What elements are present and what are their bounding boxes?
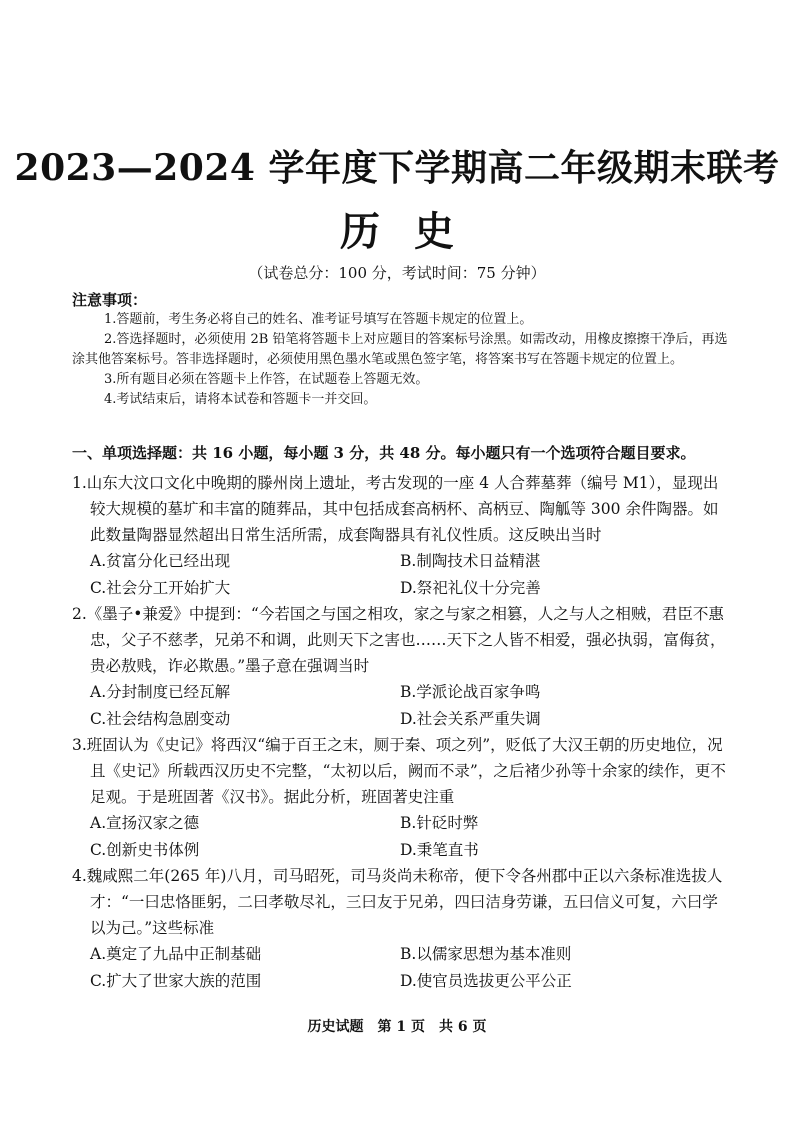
- exam-title: 2023—2024 学年度下学期高二年级期末联考: [14, 147, 780, 189]
- question-stem: 1.山东大汶口文化中晚期的滕州岗上遗址，考古发现的一座 4 人合葬墓葬（编号 M1），显现出较大规模的墓圹和丰富的随葬品，其中包括成套高柄杯、高柄豆、陶觚等 300 余件陶器。如此数量陶器显然超出日常生活所需，成套陶器具有礼仪性质。这反映出当时: [72, 474, 719, 544]
- option-c: C.社会分工开始扩大: [90, 578, 231, 597]
- option-c: C.扩大了世家大族的范围: [90, 971, 262, 990]
- question-list: [72, 470, 732, 994]
- option-a: A.贫富分化已经出现: [90, 552, 231, 570]
- exam-info: （试卷总分：100 分，考试时间：75 分钟）: [248, 264, 546, 282]
- option-b: B.以儒家思想为基本准则: [400, 945, 572, 963]
- option-c: C.社会结构急剧变动: [90, 709, 231, 728]
- question-3: [72, 732, 732, 863]
- question-stem: 3.班固认为《史记》将西汉“编于百王之末，厕于秦、项之列”，贬低了大汉王朝的历史地位，况且《史记》所载西汉历史不完整，“太初以后，阙而不录”，之后褚少孙等十余家的续作，更不足观。于是班固著《汉书》。据此分析，班固著史注重: [72, 736, 726, 806]
- options: [72, 679, 732, 732]
- question-1: [72, 470, 732, 601]
- options: [72, 941, 732, 994]
- page-footer: 历史试题 第 1 页 共 6 页: [307, 1019, 487, 1035]
- options: [72, 810, 732, 863]
- option-d: D.使官员选拔更公平公正: [400, 971, 572, 990]
- question-stem: 2.《墨子•兼爱》中提到：“今若国之与国之相攻，家之与家之相篡，人之与人之相贼，君臣不惠忠，父子不慈孝，兄弟不和调，此则天下之害也……天下之人皆不相爱，强必执弱，富侮贫，贵必敖贱，诈必欺愚。”墨子意在强调当时: [72, 605, 726, 675]
- question-2: [72, 601, 732, 732]
- notice-item: 1.答题前，考生务必将自己的姓名、准考证号填写在答题卡规定的位置上。: [104, 312, 533, 327]
- option-a: A.分封制度已经瓦解: [90, 683, 231, 701]
- option-a: A.宣扬汉家之德: [90, 814, 200, 832]
- option-b: B.学派论战百家争鸣: [400, 683, 541, 701]
- section-heading: 一、单项选择题：共 16 小题，每小题 3 分，共 48 分。每小题只有一个选项符合题目要求。: [72, 444, 696, 462]
- question-stem: 4.魏咸熙二年(265 年)八月，司马昭死，司马炎尚未称帝，便下令各州郡中正以六条标准选拔人才：“一曰忠恪匪躬，二曰孝敬尽礼，三曰友于兄弟，四曰洁身劳谦，五曰信义可复，六曰学以为己。”这些标准: [72, 867, 723, 937]
- notice-heading: 注意事项：: [72, 291, 148, 309]
- notice-block: [72, 290, 732, 410]
- notice-item: 3.所有题目必须在答题卡上作答，在试题卷上答题无效。: [104, 372, 429, 387]
- notice-item: 4.考试结束后，请将本试卷和答题卡一并交回。: [104, 392, 377, 407]
- option-c: C.创新史书体例: [90, 840, 200, 859]
- notice-item: 2.答选择题时，必须使用 2B 铅笔将答题卡上对应题目的答案标号涂黑。如需改动，用橡皮擦擦干净后，再选涂其他答案标号。答非选择题时，必须使用黑色墨水笔或黑色签字笔，将答案书写在答题卡规定的位置上。: [72, 332, 728, 367]
- subject-title: 历史: [340, 208, 488, 255]
- question-4: [72, 863, 732, 994]
- option-d: D.祭祀礼仪十分完善: [400, 578, 541, 597]
- option-a: A.奠定了九品中正制基础: [90, 945, 262, 963]
- option-d: D.社会关系严重失调: [400, 709, 541, 728]
- options: [72, 548, 732, 601]
- option-b: B.针砭时弊: [400, 814, 479, 832]
- option-b: B.制陶技术日益精湛: [400, 552, 541, 570]
- option-d: D.秉笔直书: [400, 840, 479, 859]
